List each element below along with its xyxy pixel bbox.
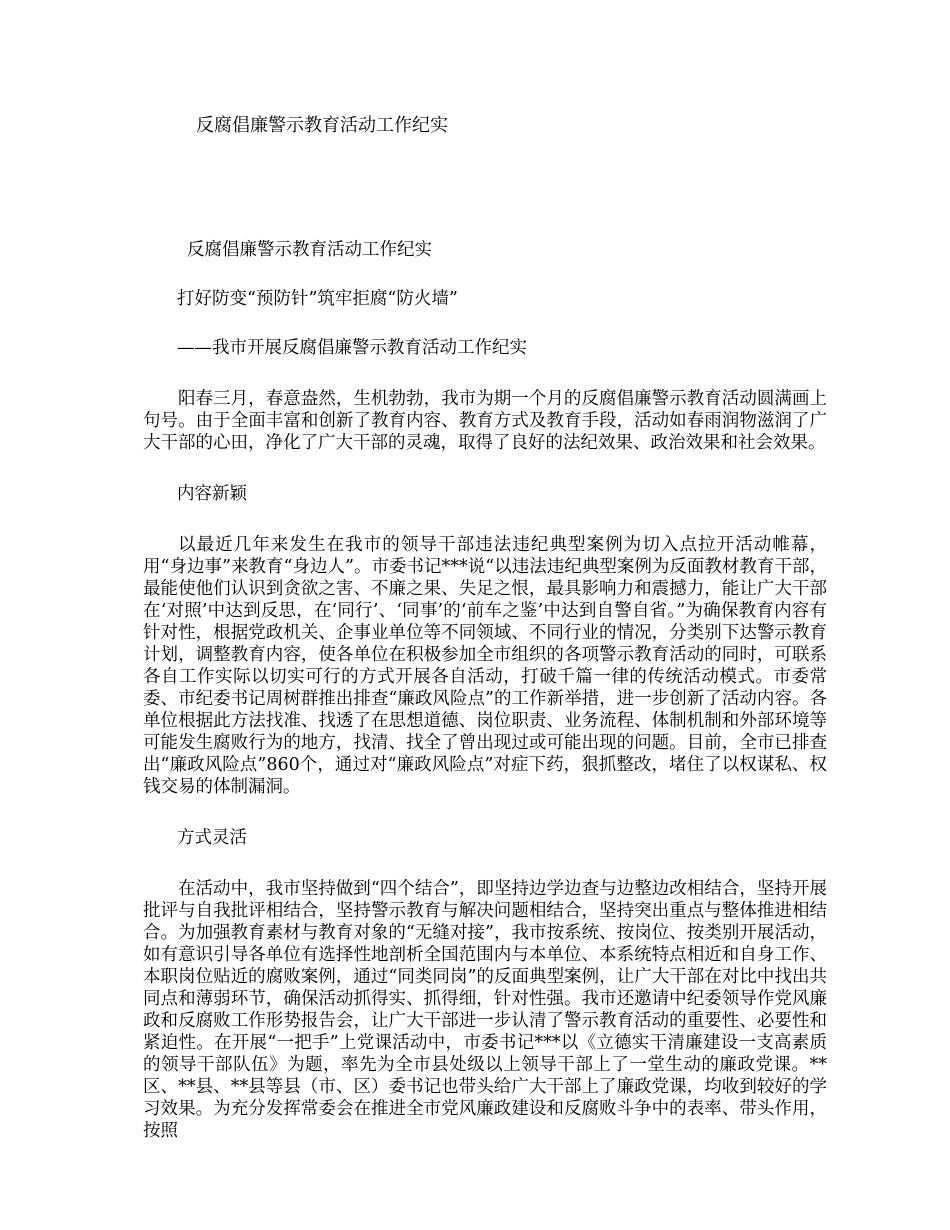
article-subtitle: 打好防变“预防针”筑牢拒腐“防火墙”	[177, 289, 458, 309]
document-body	[143, 239, 827, 1171]
article-title: 反腐倡廉警示教育活动工作纪实	[187, 240, 432, 260]
section-heading-content: 内容新颖	[177, 484, 247, 504]
article-dash-subtitle: ——我市开展反腐倡廉警示教育活动工作纪实	[177, 338, 527, 358]
intro-paragraph: 阳春三月，春意盎然，生机勃勃，我市为期一个月的反腐倡廉警示教育活动圆满画上句号。由于全面丰富和创新了教育内容、教育方式及教育手段，活动如春雨润物滋润了广大干部的心田，净化了广大干部的灵魂，取得了良好的法纪效果、政治效果和社会效果。	[143, 389, 827, 453]
cover-title: 反腐倡廉警示教育活动工作纪实	[196, 115, 448, 136]
section-paragraph-method: 在活动中，我市坚持做到“四个结合”，即坚持边学边查与边整边改相结合，坚持开展批评与自我批评相结合，坚持警示教育与解决问题相结合，坚持突出重点与整体推进相结合。为加强教育素材与教育对象的“无缝对接”，我市按系统、按岗位、按类别开展活动，如有意识引导各单位有选择性地剖析全国范围内与本单位、本系统特点相近和自身工作、本职岗位贴近的腐败案例，通过“同类同岗”的反面典型案例，让广大干部在对比中找出共同点和薄弱环节，确保活动抓得实、抓得细，针对性强。我市还邀请中纪委领导作党风廉政和反腐败工作形势报告会，让广大干部进一步认清了警示教育活动的重要性、必要性和紧迫性。在开展“一把手”上党课活动中，市委书记***以《立德实干清廉建设一支高素质的领导干部队伍》为题，率先为全市县处级以上领导干部上了一堂生动的廉政党课。**区、**县、**县等县（市、区）委书记也带头给广大干部上了廉政党课，均收到较好的学习效果。为充分发挥常委会在推进全市党风廉政建设和反腐败斗争中的表率、带头作用，按照	[143, 879, 827, 1141]
section-paragraph-content: 以最近几年来发生在我市的领导干部违法违纪典型案例为切入点拉开活动帷幕，用“身边事”来教育“身边人”。市委书记***说“以违法违纪典型案例为反面教材教育干部，最能使他们认识到贪欲之害、不廉之果、失足之恨，最具影响力和震撼力，能让广大干部在‘对照’中达到反思，在‘同行’、‘同事’的‘前车之鉴’中达到自警自省。”为确保教育内容有针对性，根据党政机关、企事业单位等不同领域、不同行业的情况，分类别下达警示教育计划，调整教育内容，使各单位在积极参加全市组织的各项警示教育活动的同时，可联系各自工作实际以切实可行的方式开展各自活动，打破千篇一律的传统活动模式。市委常委、市纪委书记周树群推出排查“廉政风险点”的工作新举措，进一步创新了活动内容。各单位根据此方法找准、找透了在思想道德、岗位职责、业务流程、体制机制和外部环境等可能发生腐败行为的地方，找清、找全了曾出现过或可能出现的问题。目前，全市已排查出“廉政风险点”860个，通过对“廉政风险点”对症下药，狠抓整改，堵住了以权谋私、权钱交易的体制漏洞。	[143, 535, 827, 797]
section-heading-method: 方式灵活	[177, 828, 247, 848]
